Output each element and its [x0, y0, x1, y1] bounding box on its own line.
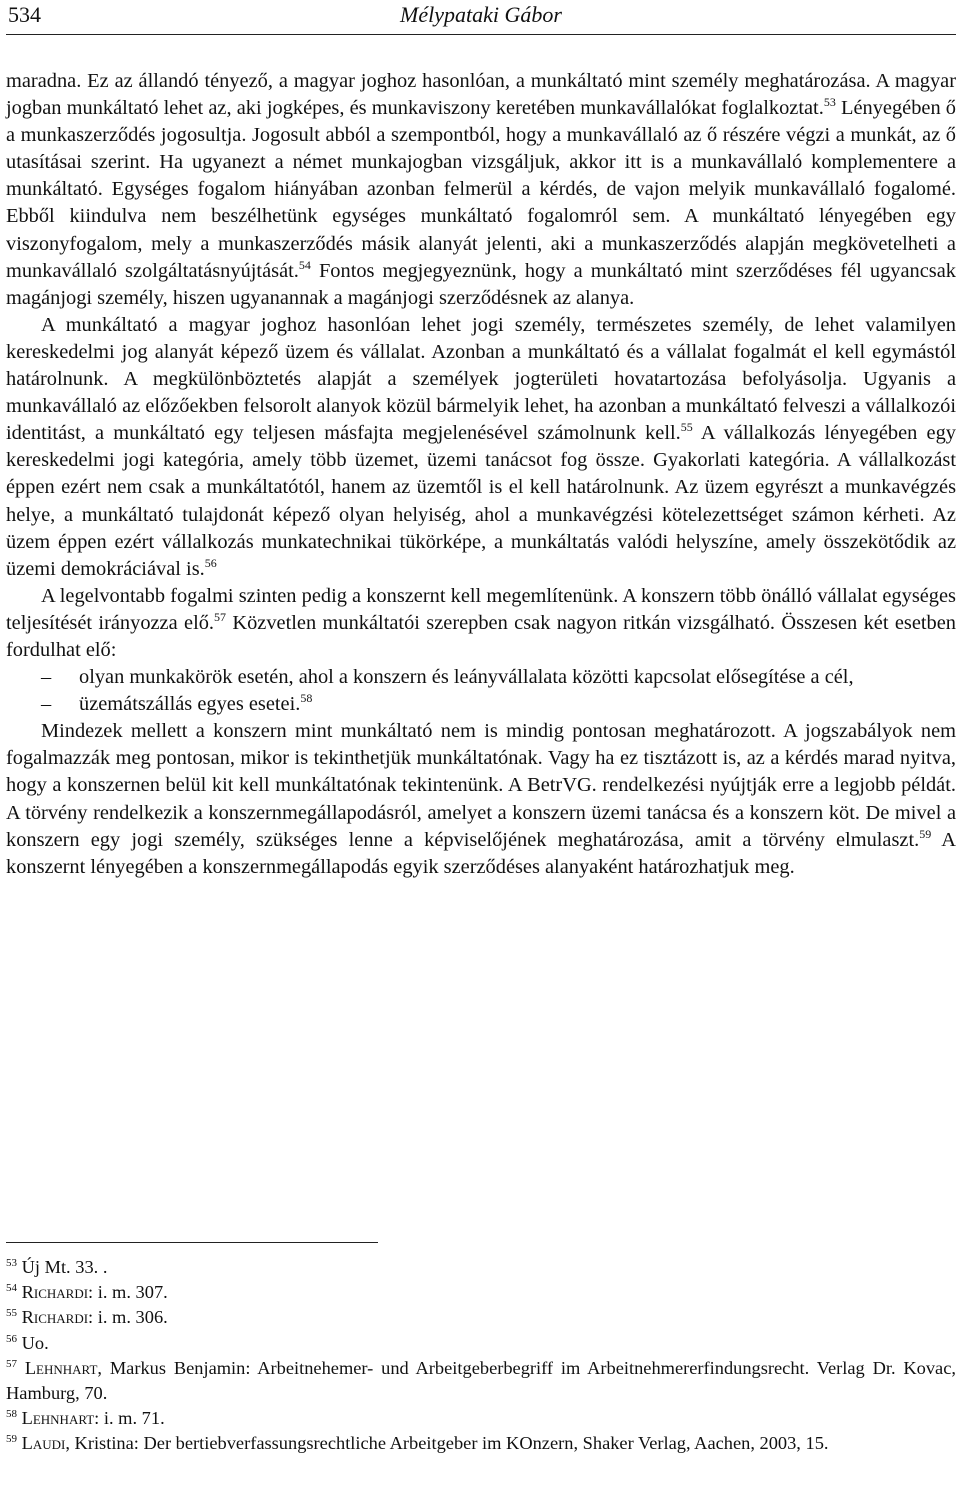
footnote-separator — [6, 1242, 378, 1243]
footnote-57 — [6, 1356, 956, 1406]
dash-bullet: – — [41, 666, 52, 689]
paragraph-2-text-a: A munkáltató a magyar joghoz hasonlóan lehet jogi személy, természetes személy, de lehet valamilyen kereskedelmi jog alanyát képező üzem és vállalat. Azonban a munkáltató és a vállalat fogalmát el kell egymástól határolnunk. A megkülönböztetés alapját a személyek jogterületi hovatartozása befolyásolja. Ugyanis a munkavállaló az előzőekben felsorolt alanyok közül bármelyik lehet, ha azonban a munkáltató felveszi a vállalkozói identitást, a munkáltató egy teljesen másfajta megjelenésével számolnunk kell. — [6, 313, 956, 445]
main-text — [6, 68, 956, 881]
footnote-number: 56 — [6, 1332, 17, 1345]
list-item-text: olyan munkakörök esetén, ahol a konszern és leányvállalata közötti kapcsolat elősegítése a cél, — [79, 666, 854, 689]
footnote-56 — [6, 1331, 956, 1356]
footnote-59 — [6, 1431, 956, 1456]
footnote-ref-58[interactable]: 58 — [300, 691, 313, 706]
footnote-author: Lehnhart — [24, 1357, 98, 1378]
footnote-number: 54 — [6, 1282, 17, 1295]
footnote-number: 53 — [6, 1257, 17, 1269]
footnote-53 — [6, 1255, 956, 1280]
footnote-ref-56[interactable]: 56 — [204, 555, 217, 570]
footnote-number: 59 — [6, 1433, 17, 1446]
paragraph-2-text-b: A vállalkozás lényegében egy kereskedelmi jogi kategória, amely több üzemet, üzemi tanácsot fog össze. Gyakorlati kategória. A vállalkozást éppen ezért nem csak a munkáltatótól, hanem az üzemtől is el kell határolnunk. Az üzem egyrészt a munkavégzés helye, a munkáltató tulajdonát képező olyan helyiség, ahol a munkavégzési kötelezettséget számon kérheti. Az üzem éppen ezért vállalkozás munkatechnikai tükörképe, a munkáltatás valódi helyszíne, amely összekötődik az üzemi demokráciával is. — [6, 422, 956, 580]
footnotes-section — [6, 1242, 956, 1457]
paragraph-4 — [6, 718, 956, 881]
footnote-54 — [6, 1280, 956, 1305]
page-number: 534 — [8, 2, 41, 27]
footnote-number: 55 — [6, 1307, 17, 1320]
footnote-ref-53[interactable]: 53 — [823, 95, 836, 110]
footnote-text: Új Mt. 33. . — [21, 1257, 108, 1277]
footnote-58 — [6, 1406, 956, 1431]
footnote-ref-59[interactable]: 59 — [919, 826, 932, 841]
footnote-text: Uo. — [21, 1332, 49, 1353]
case-list — [6, 664, 956, 718]
list-item — [6, 664, 956, 691]
list-item-text: üzemátszállás egyes esetei. — [79, 693, 301, 716]
footnote-text: : i. m. 71. — [94, 1408, 165, 1429]
document-page — [6, 0, 957, 1454]
footnote-text: : i. m. 307. — [88, 1282, 168, 1303]
footnote-55 — [6, 1305, 956, 1330]
paragraph-4-text-b: A konszernt lényegében a konszernmegállapodás egyik szerződéses alanyaként határozhatjuk meg. — [6, 828, 956, 878]
footnote-author: Richardi — [21, 1282, 89, 1303]
paragraph-3-text-a: A legelvontabb fogalmi szinten pedig a konszernt kell megemlítenünk. A konszern több önálló vállalat egységes teljesítését irányozza elő. — [6, 584, 956, 634]
footnote-ref-57[interactable]: 57 — [214, 609, 227, 624]
footnote-number: 58 — [6, 1408, 17, 1421]
footnote-author: Richardi — [21, 1307, 89, 1328]
footnote-ref-55[interactable]: 55 — [680, 420, 693, 435]
paragraph-4-text-a: Mindezek mellett a konszern mint munkáltató nem is mindig pontosan meghatározott. A jogszabályok nem fogalmazzák meg pontosan, mikor is tekinthetjük munkáltatónak. Vagy ha ez tisztázott is, az a kérdés marad nyitva, hogy a konszernen belül kit kell munkáltatónak tekintenünk. A BetrVG. rendelkezési nyújtják erre a legjobb példát. A törvény rendelkezik a konszernmegállapodásról, amelyet a konszern üzemi tanácsa és a konszern köt. De mivel a konszern egy jogi személy, szükséges lenne a képviselőjének meghatározása, amit a törvény elmulaszt. — [6, 720, 956, 851]
running-title: Mélypataki Gábor — [400, 2, 562, 27]
paragraph-2 — [6, 312, 956, 583]
footnote-author: Lehnhart — [21, 1408, 95, 1429]
dash-bullet: – — [41, 693, 52, 716]
footnote-ref-54[interactable]: 54 — [298, 257, 311, 272]
footnote-author: Laudi — [21, 1433, 66, 1454]
footnote-text: : i. m. 306. — [88, 1307, 168, 1328]
paragraph-1-text-b: Lényegében ő a munkaszerződés jogosultja. Jogosult abból a szempontból, hogy a munkavállaló az ő részére végzi a munkát, az ő utasításai szerint. Ha ugyanezt a német munkajogban vizsgáljuk, akkor itt is a munkavállaló komplementere a munkáltató. Egységes fogalom hiányában azonban felmerül a kérdés, de vajon melyik munkavállaló fogalomé. Ebből kiindulva nem beszélhetünk egységes munkáltató fogalomról sem. A munkáltató lényegében egy viszonyfogalom, mely a munkaszerződés másik alanyát jelenti, aki a munkaszerződés alapján megkövetelheti a munkavállaló szolgáltatásnyújtását. — [6, 97, 957, 282]
footnote-text: , Markus Benjamin: Arbeitnehemer- und Arbeitgeberbegriff im Arbeitnehmererfindungsrecht. Verlag Dr. Kovac, Hamburg, 70. — [6, 1357, 956, 1404]
footnote-text: , Kristina: Der bertiebverfassungsrechtliche Arbeitgeber im KOnzern, Shaker Verlag, Aachen, 2003, 15. — [65, 1433, 829, 1454]
footnote-number: 57 — [6, 1357, 17, 1370]
list-item — [6, 691, 956, 718]
running-header — [6, 0, 956, 35]
paragraph-1 — [6, 68, 956, 312]
paragraph-1-text-c: Fontos megjegyeznünk, hogy a munkáltató mint szerződéses fél ugyancsak magánjogi személy, hiszen ugyanannak a magánjogi szerződésnek az alanya. — [6, 259, 956, 309]
paragraph-3 — [6, 583, 956, 664]
paragraph-3-text-b: Közvetlen munkáltatói szerepben csak nagyon ritkán vizsgálható. Összesen két esetben fordulhat elő: — [6, 611, 956, 661]
paragraph-1-text-a: maradna. Ez az állandó tényező, a magyar joghoz hasonlóan, a munkáltató mint személy meghatározása. A magyar jogban munkáltató lehet az, aki jogképes, és munkaviszony keretében munkavállalókat foglalkoztat. — [6, 70, 956, 120]
